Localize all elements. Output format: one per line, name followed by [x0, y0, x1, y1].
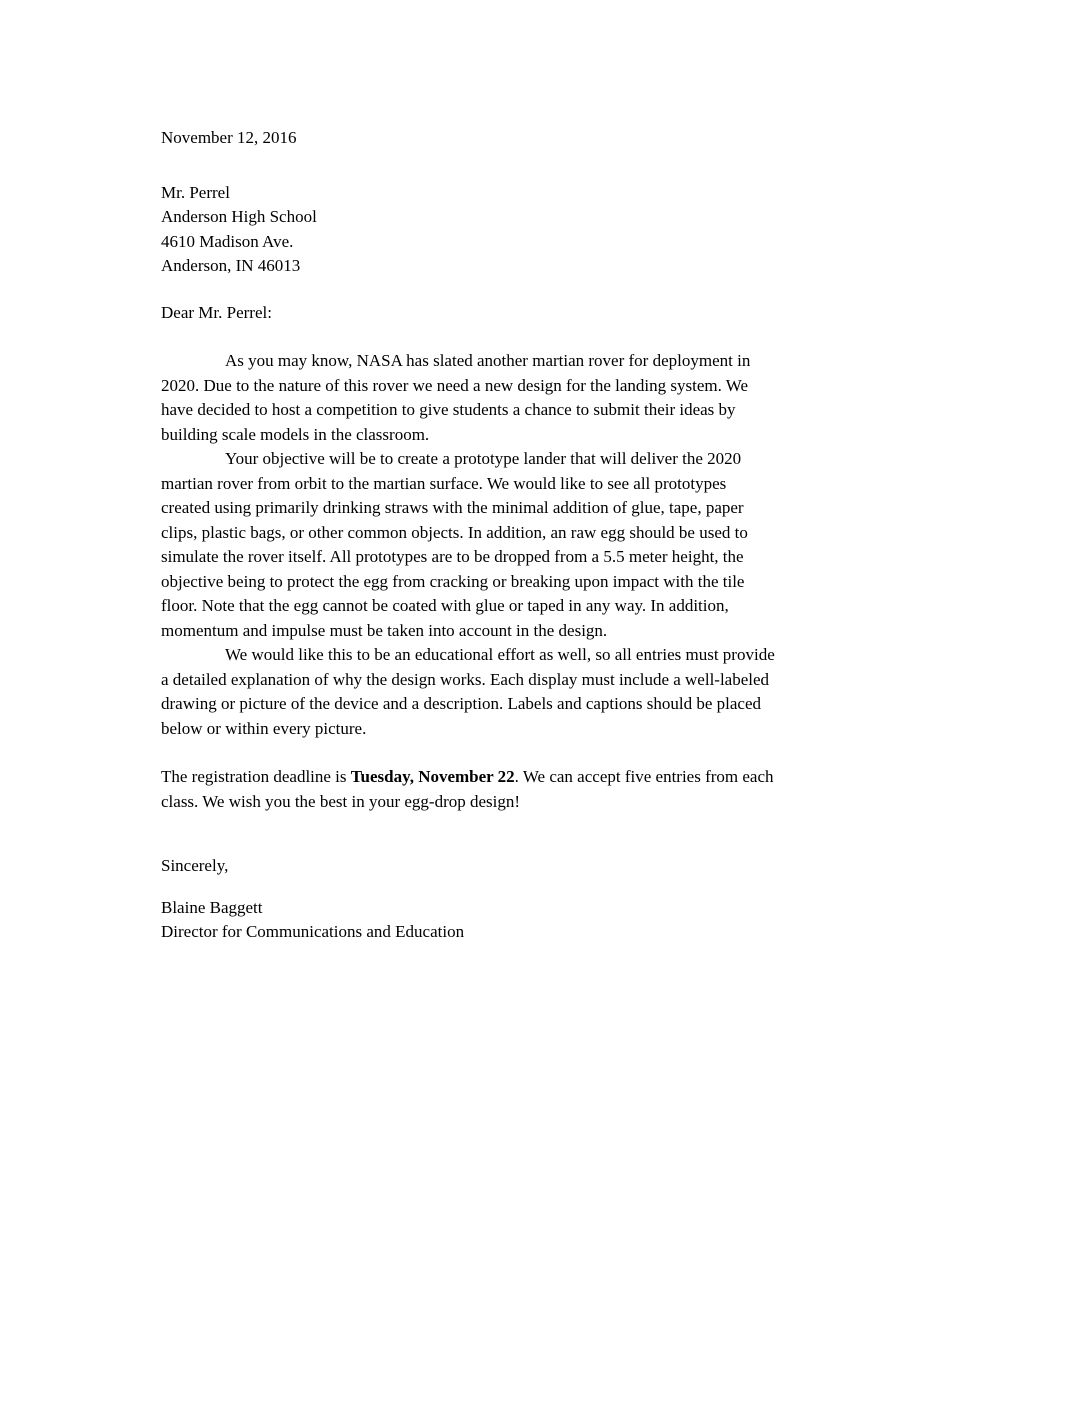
body-paragraph-3: We would like this to be an educational effort as well, so all entries must provide a detailed explanation of why the design works. Each display must include a well-labeled drawing or picture of the device and a description. Labels and captions should be placed below or within every picture. [161, 645, 775, 738]
recipient-street: 4610 Madison Ave. [161, 231, 294, 251]
letter-content [161, 126, 779, 945]
recipient-city: Anderson, IN 46013 [161, 256, 301, 275]
recipient-block [161, 181, 779, 279]
salutation: Dear Mr. Perrel: [161, 302, 272, 322]
body-paragraph-1: As you may know, NASA has slated another martian rover for deployment in 2020. Due to the nature of this rover we need a new design for the landing system. We have decided to host a competition to give students a chance to submit their ideas by building scale models in the classroom. [161, 351, 751, 444]
deadline-paragraph [161, 765, 779, 814]
recipient-school: Anderson High School [161, 207, 317, 226]
deadline-text-pre: The registration deadline is [161, 767, 351, 786]
deadline-text-post: . We can accept five entries from each class. We wish you the best in your egg-drop design! [161, 767, 774, 811]
signature-block [161, 896, 779, 945]
recipient-name: Mr. Perrel [161, 182, 230, 202]
signature-name: Blaine Baggett [161, 897, 263, 917]
deadline-date-bold: Tuesday, November 22 [350, 767, 515, 786]
closing: Sincerely, [161, 856, 229, 875]
body-paragraph-2: Your objective will be to create a prototype lander that will deliver the 2020 martian rover from orbit to the martian surface. We would like to see all prototypes created using primarily drinking straws with the minimal addition of glue, tape, paper clips, plastic bags, or other common objects. In addition, an raw egg should be used to simulate the rover itself. All prototypes are to be dropped from a 5.5 meter height, the objective being to protect the egg from cracking or breaking upon impact with the tile floor. Note that the egg cannot be coated with glue or taped in any way. In addition, momentum and impulse must be taken into account in the design. [161, 449, 748, 640]
signature-title: Director for Communications and Education [161, 922, 465, 941]
letter-date: November 12, 2016 [161, 128, 297, 147]
